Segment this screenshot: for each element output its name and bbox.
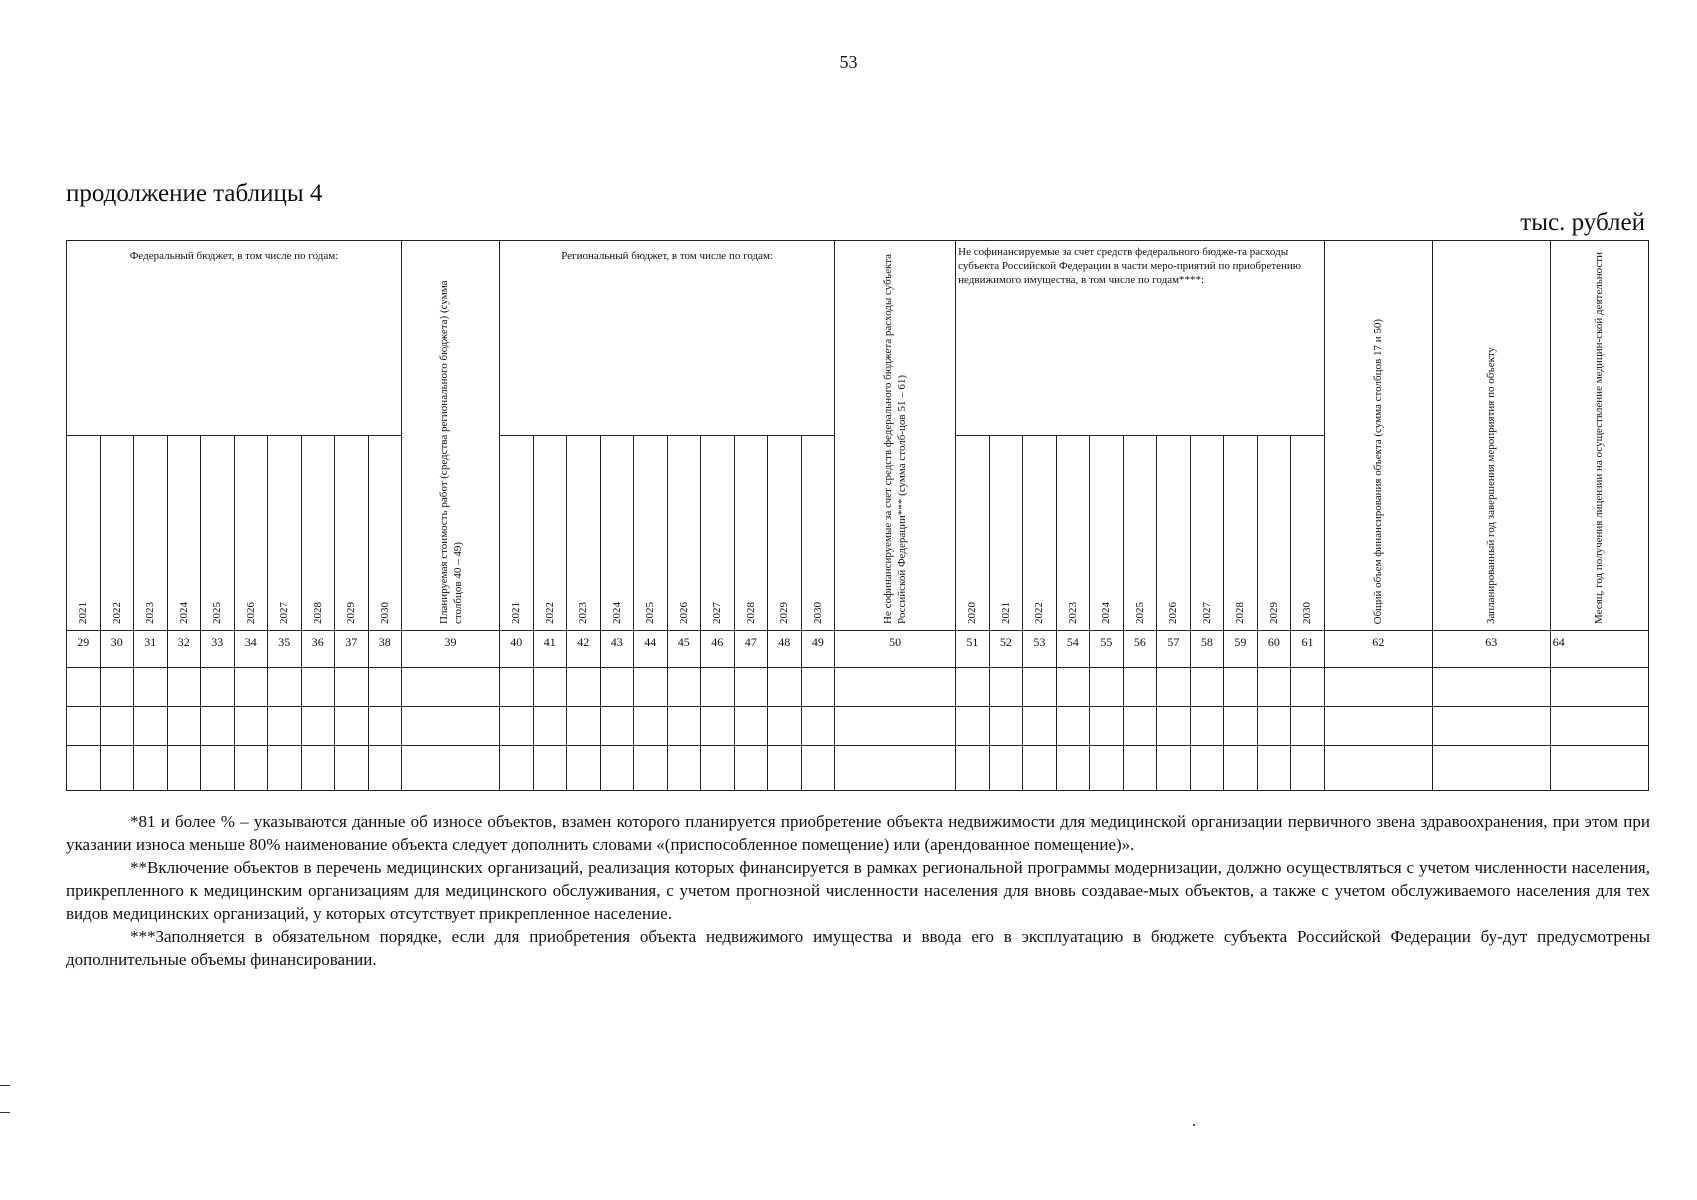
table-cell [167,668,201,707]
column-number: 57 [1157,631,1191,668]
year-header: 2023 [134,436,168,631]
table-cell [1550,746,1648,791]
table-cell [801,668,835,707]
table-cell [1157,746,1191,791]
table-cell [634,668,668,707]
table-cell [500,746,534,791]
footnote-1: *81 и более % – указываются данные об износе объектов, взамен которого планируется приобретение объекта недвижимости для медицинской организации первичного звена здравоохранения, при этом при указании износа меньше 80% наименование объекта следует дополнить словами «(приспособленное помещение) или (арендованное помещение)». [66,812,1650,854]
table-cell [956,746,990,791]
table-cell [956,668,990,707]
column-number: 45 [667,631,701,668]
column-number: 50 [835,631,956,668]
column-number: 47 [734,631,768,668]
table-cell [768,668,802,707]
table-cell [1257,746,1291,791]
table-cell [67,707,101,746]
column-number: 44 [634,631,668,668]
column-number: 64 [1550,631,1648,668]
year-header: 2028 [1224,436,1258,631]
table-cell [301,707,335,746]
table-cell [201,668,235,707]
column-number: 35 [268,631,302,668]
table-cell [167,746,201,791]
column-number: 40 [500,631,534,668]
table-cell [701,746,735,791]
column-number: 33 [201,631,235,668]
table-cell [201,746,235,791]
table-row [67,746,1649,791]
year-header: 2028 [734,436,768,631]
column-number: 53 [1023,631,1057,668]
year-header: 2021 [989,436,1023,631]
federal-budget-header: Федеральный бюджет, в том числе по годам: [67,241,402,436]
column-number: 30 [100,631,134,668]
table-cell [567,746,601,791]
table-cell [368,668,402,707]
column-number: 46 [701,631,735,668]
table-cell [1190,707,1224,746]
table-cell [533,707,567,746]
table-cell [989,668,1023,707]
column-number: 42 [567,631,601,668]
table-cell [768,707,802,746]
column-number: 54 [1056,631,1090,668]
table-cell [1056,707,1090,746]
table-cell [500,707,534,746]
total-volume-header: Общий объем финансирования объекта (сумма столбцов 17 и 50) [1324,241,1432,631]
table-cell [734,707,768,746]
units-label: тыс. рублей [1520,209,1645,236]
table-cell [368,707,402,746]
year-header: 2023 [567,436,601,631]
column-number: 37 [335,631,369,668]
margin-mark [0,1085,10,1086]
year-header: 2030 [1291,436,1325,631]
year-header: 2020 [956,436,990,631]
footnotes [66,810,1650,971]
table-cell [835,668,956,707]
table-cell [1257,668,1291,707]
table-cell [1090,746,1124,791]
column-number: 59 [1224,631,1258,668]
year-header: 2030 [368,436,402,631]
license-date-header: Месяц, год получения лицензии на осуществление медицин-ской деятельности [1550,241,1648,631]
year-header: 2029 [768,436,802,631]
table-cell [600,668,634,707]
year-header: 2027 [268,436,302,631]
table-cell [600,707,634,746]
table-cell [634,746,668,791]
table-cell [67,746,101,791]
footnote-3: ***Заполняется в обязательном порядке, если для приобретения объекта недвижимого имущества и ввода его в эксплуатацию в бюджете субъекта Российской Федерации бу-дут предусмотрены дополнительные объемы финансировании. [66,927,1650,969]
table-cell [301,668,335,707]
table-cell [67,668,101,707]
year-header: 2021 [67,436,101,631]
column-number: 55 [1090,631,1124,668]
table-cell [1324,746,1432,791]
table-cell [600,746,634,791]
table-cell [835,746,956,791]
year-header: 2024 [1090,436,1124,631]
not-cofinanced-sum-header: Не софинансируемые за счет средств федерального бюджета расходы субъекта Российской Федерации*** (сумма столб-цов 51 – 61) [835,241,956,631]
table-cell [500,668,534,707]
column-number: 31 [134,631,168,668]
year-header: 2024 [600,436,634,631]
year-header: 2022 [100,436,134,631]
table-cell [1123,746,1157,791]
planned-cost-header: Планируемая стоимость работ (средства регионального бюджета) (сумма столбцов 40 – 49) [402,241,500,631]
financing-table [66,240,1649,791]
table-cell [201,707,235,746]
table-cell [1291,707,1325,746]
year-header: 2027 [1190,436,1224,631]
table-cell [100,746,134,791]
table-cell [1224,668,1258,707]
year-header: 2026 [1157,436,1191,631]
table-cell [701,668,735,707]
margin-mark [0,1112,10,1113]
table-cell [1090,707,1124,746]
table-caption: продолжение таблицы 4 [66,180,323,207]
table-cell [1432,746,1550,791]
column-number: 51 [956,631,990,668]
table-cell [134,707,168,746]
table-cell [234,746,268,791]
column-number: 39 [402,631,500,668]
table-cell [734,746,768,791]
table-cell [301,746,335,791]
table-cell [1432,707,1550,746]
year-header: 2026 [667,436,701,631]
table-cell [1056,668,1090,707]
table-cell [134,746,168,791]
table-cell [1157,707,1191,746]
not-cofinanced-years-header: Не софинансируемые за счет средств федерального бюдже-та расходы субъекта Российской Федерации в части меро-приятий по приобретению недвижимого имущества, в том числе по годам****: [956,241,1325,436]
column-number: 58 [1190,631,1224,668]
table-cell [1090,668,1124,707]
table-cell [567,668,601,707]
table-cell [402,668,500,707]
table-row [67,707,1649,746]
column-number: 49 [801,631,835,668]
year-header: 2029 [335,436,369,631]
column-number: 36 [301,631,335,668]
column-number: 29 [67,631,101,668]
year-header: 2025 [201,436,235,631]
year-header: 2023 [1056,436,1090,631]
column-number: 52 [989,631,1023,668]
table-cell [1157,668,1191,707]
year-header: 2028 [301,436,335,631]
completion-year-header: Запланированный год завершения мероприятия по объекту [1432,241,1550,631]
table-cell [1550,707,1648,746]
table-cell [1023,746,1057,791]
year-header: 2026 [234,436,268,631]
table-cell [667,746,701,791]
column-number: 34 [234,631,268,668]
table-cell [533,746,567,791]
table-cell [1123,707,1157,746]
table-row [67,668,1649,707]
table-cell [1056,746,1090,791]
table-cell [268,707,302,746]
page-number: 53 [839,52,858,72]
footnote-2: **Включение объектов в перечень медицинских организаций, реализация которых финансируется в рамках региональной программы модернизации, должно осуществляться с учетом численности населения, прикрепленного к медицинским организациям для медицинского обслуживания, с учетом прогнозной численности населения для вновь создавае-мых объектов, а также с учетом обслуживаемого населения для тех видов медицинских организаций, у которых отсутствует прикрепленное население. [66,858,1650,923]
year-header: 2025 [634,436,668,631]
table-cell [1224,746,1258,791]
year-header: 2029 [1257,436,1291,631]
table-cell [801,707,835,746]
column-number: 62 [1324,631,1432,668]
table-cell [801,746,835,791]
column-number: 60 [1257,631,1291,668]
table-cell [335,707,369,746]
column-number: 38 [368,631,402,668]
column-number: 43 [600,631,634,668]
table-cell [1023,707,1057,746]
year-header: 2021 [500,436,534,631]
table-cell [368,746,402,791]
table-cell [1291,668,1325,707]
table-cell [1023,668,1057,707]
table-cell [134,668,168,707]
table-cell [1324,707,1432,746]
table-cell [835,707,956,746]
table-cell [1324,668,1432,707]
table-cell [667,707,701,746]
scan-speck [1193,1124,1195,1126]
year-header: 2024 [167,436,201,631]
year-header: 2022 [533,436,567,631]
table-cell [1190,746,1224,791]
table-cell [1190,668,1224,707]
table-cell [1291,746,1325,791]
year-header: 2027 [701,436,735,631]
table-cell [234,668,268,707]
column-number: 41 [533,631,567,668]
table-cell [100,668,134,707]
year-header: 2030 [801,436,835,631]
table-cell [533,668,567,707]
table-cell [768,746,802,791]
year-header: 2025 [1123,436,1157,631]
table-cell [989,746,1023,791]
column-number: 61 [1291,631,1325,668]
table-cell [956,707,990,746]
table-cell [100,707,134,746]
column-number: 63 [1432,631,1550,668]
table-cell [335,746,369,791]
table-cell [701,707,735,746]
column-number: 48 [768,631,802,668]
table-cell [1123,668,1157,707]
year-header: 2022 [1023,436,1057,631]
table-cell [1550,668,1648,707]
table-cell [167,707,201,746]
table-cell [402,707,500,746]
table-cell [402,746,500,791]
table-cell [634,707,668,746]
table-cell [1257,707,1291,746]
table-cell [1432,668,1550,707]
table-cell [234,707,268,746]
column-number: 56 [1123,631,1157,668]
table-cell [1224,707,1258,746]
table-cell [567,707,601,746]
column-number: 32 [167,631,201,668]
table-cell [335,668,369,707]
regional-budget-header: Региональный бюджет, в том числе по годам: [500,241,835,436]
table-cell [268,746,302,791]
table-cell [989,707,1023,746]
table-cell [667,668,701,707]
table-cell [268,668,302,707]
table-cell [734,668,768,707]
